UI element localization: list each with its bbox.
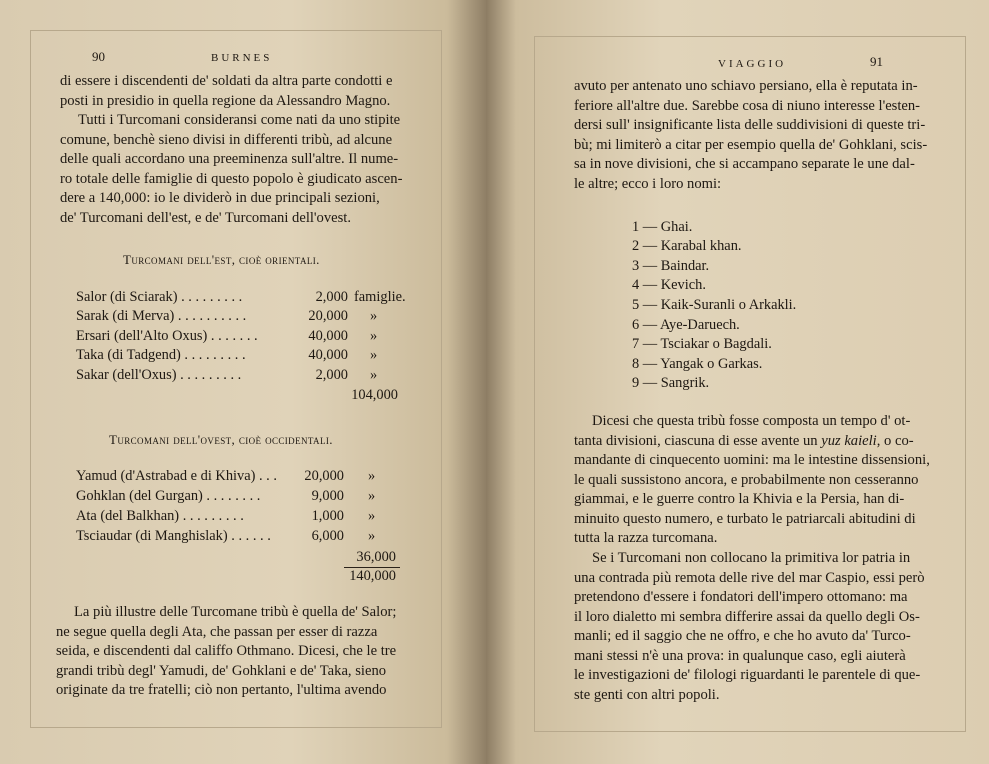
- text-line: giammai, e le guerre contro la Khivia e la Persia, han di-: [574, 491, 905, 507]
- left-paragraph-1: [60, 72, 424, 111]
- text-span: , o co-: [876, 432, 914, 449]
- italic-term: yuz kaieli: [821, 432, 877, 449]
- text-line: pretendono d'essere i fondatori dell'impero ottomano: ma: [574, 589, 908, 605]
- text-line: originate da tre fratelli; ciò non pertanto, l'ultima avendo: [56, 682, 387, 698]
- list-item: 1 — Ghai.: [632, 219, 693, 235]
- left-running-head: BURNES: [211, 52, 273, 64]
- right-paragraph-1: [574, 77, 934, 194]
- right-paragraph-3: [574, 549, 934, 705]
- list-item: 8 — Yangak o Garkas.: [632, 356, 763, 372]
- text-line: de' Turcomani dell'est, e de' Turcomani dell'ovest.: [60, 209, 352, 226]
- text-line: grandi tribù degl' Yamudi, de' Gohklani e de' Taka, sieno: [56, 662, 387, 679]
- table-row-value: 1,000: [311, 508, 344, 524]
- text-line: delle quali accordano una preeminenza sull'altre. Il nume-: [60, 151, 399, 167]
- text-line: [574, 432, 934, 452]
- grand-total: 140,000: [349, 568, 396, 584]
- table-row-name: Yamud (d'Astrabad e di Khiva) . . .: [76, 468, 277, 484]
- text-line: manli; ed il saggio che ne offro, e che ho avuto da' Turco-: [574, 628, 911, 644]
- list-item: 7 — Tsciakar o Bagdali.: [632, 336, 772, 352]
- text-line: mani stessi n'è una prova: in qualunque caso, egli aiuterà: [574, 647, 906, 664]
- table-row-unit: »: [368, 528, 376, 544]
- table-row-value: 2,000: [315, 367, 348, 383]
- list-item: 5 — Kaik-Suranli o Arkakli.: [632, 297, 797, 313]
- table-row-name: Taka (di Tadgend) . . . . . . . . .: [76, 347, 246, 363]
- table-row-value: 2,000: [315, 289, 348, 305]
- text-line: Se i Turcomani non collocano la primitiva lor patria in: [592, 550, 911, 566]
- list-item: 4 — Kevich.: [632, 277, 706, 293]
- west-total: 36,000: [356, 549, 396, 565]
- table-row-value: 20,000: [304, 468, 344, 484]
- text-line: minuito questo numero, e turbato le patriarcali abitudini di: [574, 510, 916, 527]
- table-row-value: 40,000: [308, 328, 348, 344]
- table-row-unit: »: [370, 367, 378, 383]
- table-row-name: Sakar (dell'Oxus) . . . . . . . . .: [76, 367, 242, 383]
- left-page-number: 90: [92, 49, 105, 64]
- text-line: ne segue quella degli Ata, che passan per esser di razza: [56, 623, 378, 640]
- text-line: ro totale delle famiglie di questo popolo è giudicato ascen-: [60, 170, 403, 187]
- east-total: 104,000: [351, 387, 398, 403]
- table-row-value: 40,000: [308, 347, 348, 363]
- table-row-name: Salor (di Sciarak) . . . . . . . . .: [76, 289, 243, 305]
- text-line: posti in presidio in quella regione da Alessandro Magno.: [60, 92, 391, 109]
- text-line: tutta la razza turcomana.: [574, 530, 718, 546]
- right-paragraph-2: [574, 412, 934, 549]
- text-line: avuto per antenato uno schiavo persiano, ella è reputata in-: [574, 78, 918, 94]
- text-line: sa in nove divisioni, che si accampano separate le une dal-: [574, 156, 915, 172]
- left-paragraph-3: [56, 603, 420, 701]
- text-line: ste genti con altri popoli.: [574, 686, 720, 703]
- text-line: le investigazioni de' filologi riguardanti le parentele di que-: [574, 667, 921, 683]
- text-line: Tutti i Turcomani consideransi come nati da uno stipite: [78, 112, 401, 128]
- left-paragraph-2: [60, 111, 424, 228]
- text-line: dere a 140,000: io le dividerò in due principali sezioni,: [60, 190, 380, 206]
- table-row-name: Ersari (dell'Alto Oxus) . . . . . . .: [76, 328, 258, 344]
- table-row-unit: »: [368, 508, 376, 524]
- text-line: Dicesi che questa tribù fosse composta un tempo d' ot-: [592, 413, 911, 429]
- text-line: feriore all'altre due. Sarebbe cosa di niuno interesse l'esten-: [574, 97, 921, 114]
- text-span: tanta divisioni, ciascuna di esse avente un: [574, 432, 822, 449]
- list-item: 2 — Karabal khan.: [632, 238, 742, 254]
- table-row-unit: »: [370, 328, 378, 344]
- table-row-value: 6,000: [311, 528, 344, 544]
- text-line: seida, e discendenti dal califfo Othmano. Dicesi, che le tre: [56, 643, 397, 659]
- text-line: dersi sull' insignificante lista delle suddivisioni di queste tri-: [574, 117, 926, 133]
- east-section-title: Turcomani dell'est, cioè orientali.: [123, 252, 320, 267]
- right-running-head: VIAGGIO: [718, 58, 787, 70]
- table-row-value: 20,000: [308, 308, 348, 324]
- text-line: La più illustre delle Turcomane tribù è quella de' Salor;: [74, 604, 397, 620]
- table-row-name: Ata (del Balkhan) . . . . . . . . .: [76, 508, 244, 524]
- west-section-title: Turcomani dell'ovest, cioè occidentali.: [109, 432, 333, 447]
- text-line: le quali sussistono ancora, e probabilmente non cesseranno: [574, 471, 919, 488]
- table-row-unit: »: [368, 488, 376, 504]
- list-item: 6 — Aye-Daruech.: [632, 317, 740, 333]
- left-page: [0, 0, 486, 764]
- table-row-unit: »: [370, 308, 378, 324]
- text-line: mandante di cinquecento uomini: ma le intestine dissensioni,: [574, 452, 930, 468]
- table-row-name: Tsciaudar (di Manghislak) . . . . . .: [76, 528, 271, 544]
- text-line: bù; mi limiterò a citar per esempio quella de' Gohklani, scis-: [574, 136, 928, 153]
- table-row-name: Sarak (di Merva) . . . . . . . . . .: [76, 308, 247, 324]
- right-page-number: 91: [870, 54, 883, 69]
- table-row-unit: »: [370, 347, 378, 363]
- text-line: una contrada più remota delle rive del mar Caspio, essi però: [574, 569, 925, 586]
- table-row-unit: famiglie.: [354, 289, 406, 305]
- list-item: 9 — Sangrik.: [632, 375, 710, 391]
- table-row-value: 9,000: [311, 488, 344, 504]
- table-row-unit: »: [368, 468, 376, 484]
- text-line: le altre; ecco i loro nomi:: [574, 175, 722, 192]
- list-item: 3 — Baindar.: [632, 258, 710, 274]
- text-line: comune, benchè sieno divisi in differenti tribù, ad alcune: [60, 131, 393, 148]
- text-line: di essere i discendenti de' soldati da altra parte condotti e: [60, 73, 393, 89]
- text-line: il loro dialetto mi sembra differire assai da quello degli Os-: [574, 608, 920, 625]
- table-row-name: Gohklan (del Gurgan) . . . . . . . .: [76, 488, 261, 504]
- right-page: [486, 0, 989, 764]
